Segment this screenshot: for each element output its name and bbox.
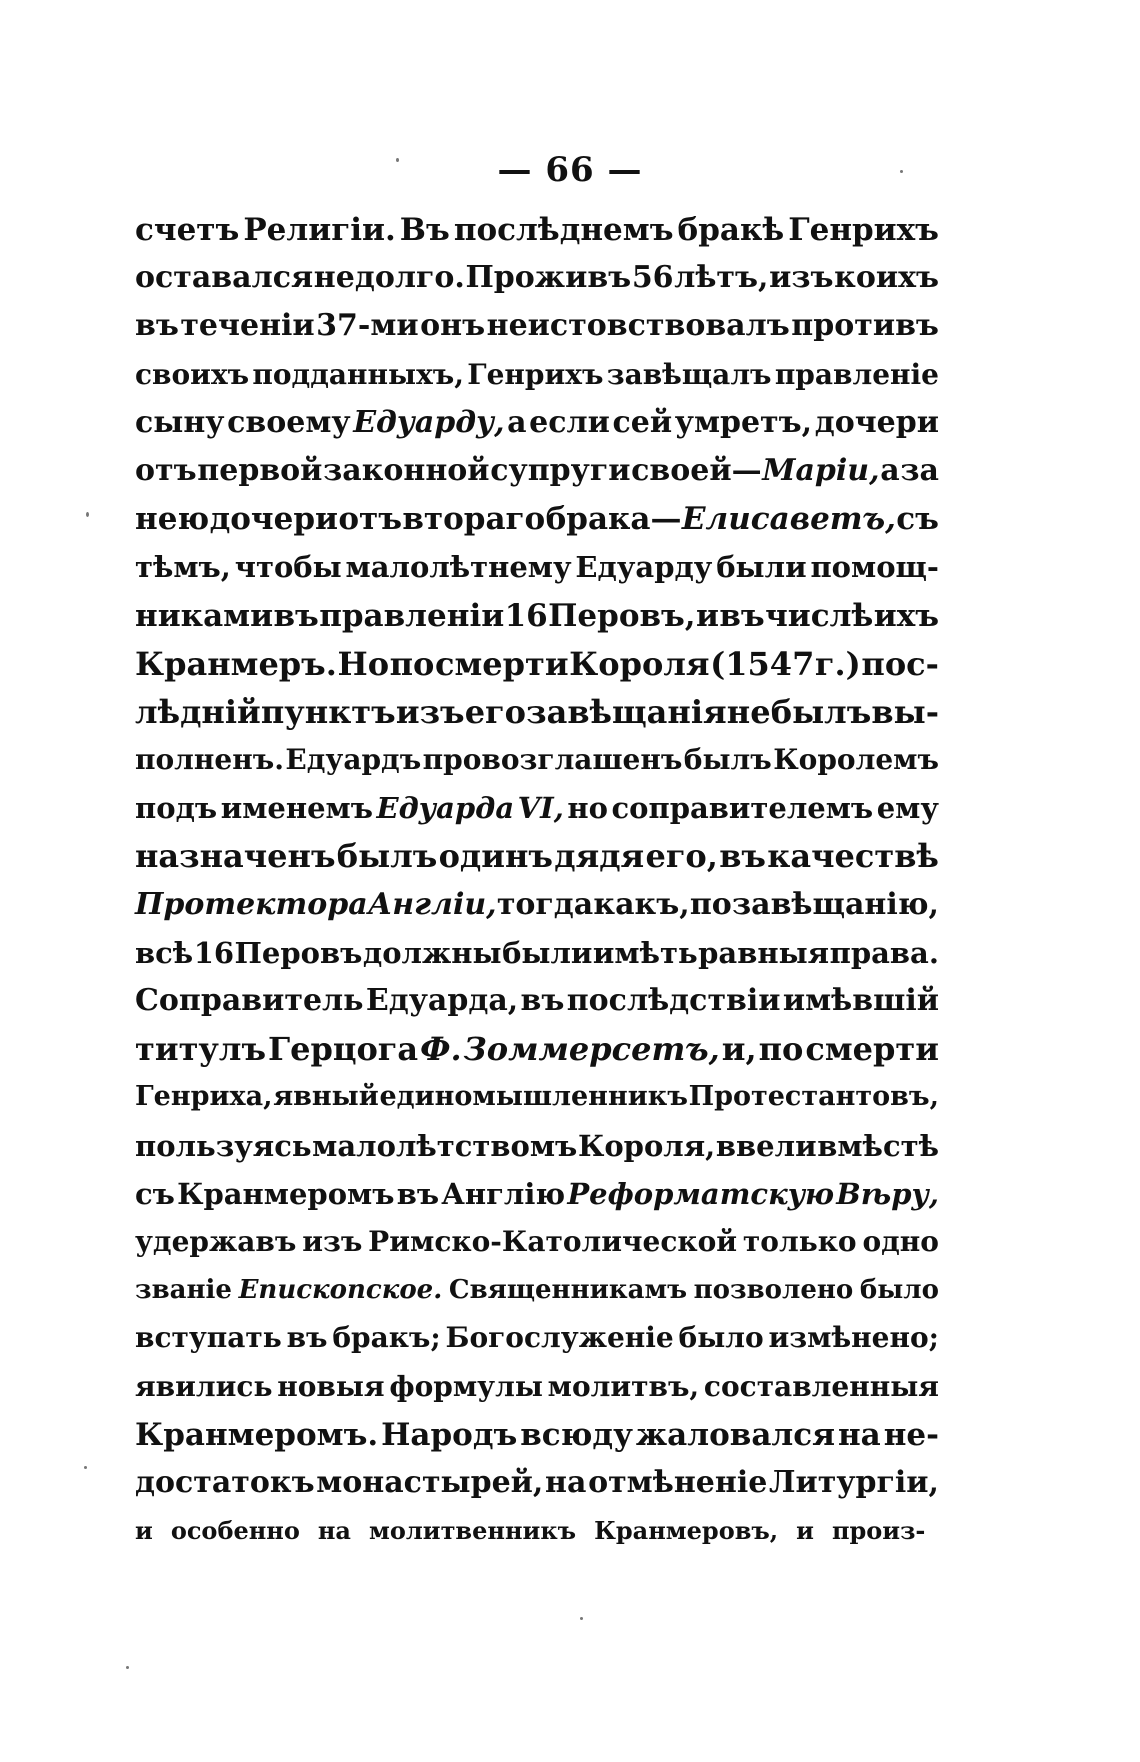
text-line bbox=[135, 543, 939, 591]
italic-word: Едуарду, bbox=[353, 404, 505, 440]
word: Англію bbox=[441, 1176, 566, 1211]
word: Генрихъ bbox=[467, 357, 604, 391]
word: провозглашенъ bbox=[422, 743, 683, 777]
word: въ bbox=[520, 983, 565, 1018]
word: съ bbox=[896, 501, 939, 538]
italic-word: VI, bbox=[517, 791, 564, 826]
word: малолѣтнему bbox=[345, 550, 572, 585]
text-line bbox=[135, 736, 939, 784]
word: Короля bbox=[569, 644, 710, 683]
word: титулъ bbox=[135, 1030, 266, 1069]
word: всюду bbox=[520, 1416, 633, 1453]
text-line bbox=[135, 1314, 939, 1362]
word: качествѣ bbox=[767, 837, 939, 876]
text-line bbox=[135, 977, 939, 1025]
word: Народъ bbox=[381, 1416, 518, 1453]
word: лѣтъ, bbox=[674, 260, 769, 296]
word: ихъ bbox=[873, 597, 939, 634]
word: Священникамъ bbox=[448, 1275, 688, 1306]
word: и bbox=[135, 1516, 153, 1546]
text-line bbox=[135, 302, 939, 350]
word: чтобы bbox=[234, 550, 342, 585]
word: отъ bbox=[338, 501, 403, 538]
italic-word: Вѣру, bbox=[836, 1176, 939, 1211]
word: дочери bbox=[814, 404, 939, 440]
italic-word: Англіи, bbox=[367, 886, 497, 922]
word: малолѣтствомъ bbox=[312, 1128, 578, 1163]
word: полненъ. bbox=[135, 743, 284, 777]
word: правленіе bbox=[774, 357, 939, 391]
word: помощ- bbox=[810, 550, 939, 585]
word: измѣнено; bbox=[768, 1321, 939, 1355]
word: изъ bbox=[302, 1224, 363, 1258]
word: вступать bbox=[135, 1321, 282, 1355]
word: одинъ bbox=[438, 837, 553, 876]
page-number: — 66 — bbox=[497, 150, 643, 190]
word: въ bbox=[396, 1176, 440, 1211]
text-line bbox=[135, 929, 939, 977]
word: Кранмеромъ. bbox=[135, 1416, 379, 1453]
word: никами bbox=[135, 597, 274, 634]
word: дочери bbox=[209, 501, 338, 538]
word: было bbox=[859, 1275, 939, 1306]
text-line bbox=[135, 640, 939, 688]
word: Религіи. bbox=[243, 212, 396, 248]
word: позволено bbox=[693, 1275, 854, 1306]
word: лѣдній bbox=[135, 692, 261, 731]
word: ему bbox=[876, 791, 939, 826]
word: своихъ bbox=[135, 357, 250, 391]
italic-word: Реформатскую bbox=[567, 1176, 835, 1211]
word: послѣднемъ bbox=[453, 212, 674, 248]
word: Королемъ bbox=[773, 743, 939, 777]
word: Въ bbox=[399, 212, 450, 248]
word: отъ bbox=[135, 452, 197, 488]
word: должны bbox=[362, 935, 502, 970]
word: Кранмеровъ, bbox=[594, 1516, 779, 1546]
word: званіе bbox=[135, 1275, 232, 1306]
word: Генриха, bbox=[135, 1081, 273, 1113]
word: въ bbox=[719, 837, 766, 876]
word: г.) bbox=[814, 644, 861, 683]
word: и, bbox=[721, 1030, 757, 1069]
print-speck bbox=[126, 1666, 129, 1669]
word: завѣщанію, bbox=[732, 886, 939, 922]
word: изъ bbox=[395, 692, 465, 731]
word: единомышленникъ bbox=[379, 1081, 688, 1113]
word: и bbox=[796, 1516, 814, 1546]
word: явный bbox=[273, 1081, 379, 1113]
text-line bbox=[135, 351, 939, 399]
word: дядя bbox=[554, 837, 645, 876]
word: Едуарду bbox=[575, 550, 713, 585]
word: втораго bbox=[402, 501, 546, 538]
word: достатокъ bbox=[135, 1464, 315, 1500]
word: Едуардъ bbox=[285, 743, 422, 777]
word: равныя bbox=[698, 935, 830, 970]
word: права. bbox=[829, 935, 939, 970]
word: Богослуженіе bbox=[445, 1321, 674, 1355]
word: Короля, bbox=[577, 1128, 716, 1163]
word: первой bbox=[197, 452, 323, 488]
text-line bbox=[135, 592, 939, 640]
word: новыя bbox=[277, 1369, 385, 1403]
word: Герцога bbox=[267, 1030, 419, 1069]
word: неистовствовалъ bbox=[486, 308, 790, 344]
word: Протестантовъ, bbox=[688, 1081, 939, 1113]
italic-word: Ф. bbox=[420, 1030, 462, 1069]
word: соправителемъ bbox=[611, 791, 874, 826]
word: Но bbox=[337, 644, 390, 683]
word: завѣщалъ bbox=[606, 357, 772, 391]
italic-word: Зоммерсетъ, bbox=[463, 1030, 720, 1069]
word: Литургіи, bbox=[768, 1464, 939, 1500]
word: Кранмеръ. bbox=[135, 644, 337, 683]
word: его bbox=[464, 692, 526, 731]
word: тѣмъ, bbox=[135, 550, 231, 585]
word: вы- bbox=[871, 692, 939, 731]
word: 56 bbox=[631, 260, 674, 296]
word: послѣдствіи bbox=[566, 983, 781, 1018]
text-line bbox=[135, 1363, 939, 1411]
word: имѣть bbox=[592, 935, 698, 970]
print-speck bbox=[580, 1617, 583, 1620]
word: именемъ bbox=[220, 791, 373, 826]
word: молитвъ, bbox=[547, 1369, 700, 1403]
word: назначенъ bbox=[135, 837, 336, 876]
word: бракъ; bbox=[332, 1321, 441, 1355]
word: Генрихъ bbox=[788, 212, 939, 248]
word: своей— bbox=[631, 452, 762, 488]
word: но bbox=[567, 791, 608, 826]
word: Римско-Католической bbox=[368, 1224, 738, 1258]
word: въ bbox=[135, 308, 179, 344]
word: противъ bbox=[791, 308, 939, 344]
text-line bbox=[135, 1411, 939, 1459]
word: коихъ bbox=[834, 260, 939, 296]
word: подъ bbox=[135, 791, 218, 826]
word: Соправитель bbox=[135, 983, 364, 1018]
word: одно bbox=[862, 1224, 939, 1258]
word: были bbox=[502, 935, 593, 970]
word: въ bbox=[286, 1321, 328, 1355]
text-line bbox=[135, 206, 939, 254]
word: молитвенникъ bbox=[368, 1516, 577, 1546]
word: особенно bbox=[170, 1516, 300, 1546]
print-speck bbox=[86, 512, 89, 517]
word: а bbox=[507, 404, 527, 440]
word: онъ bbox=[420, 308, 486, 344]
word: не- bbox=[883, 1416, 939, 1453]
word: только bbox=[742, 1224, 857, 1258]
word: былъ bbox=[770, 692, 872, 731]
word: бракѣ bbox=[677, 212, 785, 248]
word: изъ bbox=[769, 260, 834, 296]
word: пользуясь bbox=[135, 1128, 312, 1163]
word: явились bbox=[135, 1369, 273, 1403]
italic-word: Епископское. bbox=[238, 1275, 443, 1306]
word: тогда bbox=[496, 886, 594, 922]
word: отмѣненіе bbox=[588, 1464, 768, 1500]
word: какъ, bbox=[593, 886, 690, 922]
word: сей bbox=[612, 404, 673, 440]
print-speck bbox=[396, 158, 399, 162]
word: супруги bbox=[490, 452, 631, 488]
text-line bbox=[135, 1218, 939, 1266]
word: вмѣстѣ bbox=[817, 1128, 939, 1163]
word: въ bbox=[719, 597, 765, 634]
italic-word: Протектора bbox=[135, 886, 368, 922]
body-text bbox=[135, 206, 939, 1555]
text-line bbox=[135, 688, 939, 736]
italic-word: Едуарда bbox=[376, 791, 515, 826]
word: брака— bbox=[545, 501, 682, 538]
word: ввели bbox=[715, 1128, 817, 1163]
word: по bbox=[689, 886, 732, 922]
word: смерти bbox=[805, 1030, 939, 1069]
word: и bbox=[696, 597, 719, 634]
word: на bbox=[545, 1464, 587, 1500]
word: имѣвшій bbox=[782, 983, 939, 1018]
word: удержавъ bbox=[135, 1224, 297, 1258]
word: 16 bbox=[504, 597, 548, 634]
word: жаловался bbox=[635, 1416, 836, 1453]
word: формулы bbox=[389, 1369, 543, 1403]
italic-word: Елисаветъ, bbox=[681, 501, 896, 538]
text-line bbox=[135, 1507, 939, 1555]
word: своему bbox=[227, 404, 351, 440]
word: въ bbox=[273, 597, 319, 634]
print-speck bbox=[900, 170, 903, 173]
word: за bbox=[900, 452, 939, 488]
word: правленіи bbox=[319, 597, 505, 634]
word: недолго. bbox=[313, 260, 465, 296]
word: было bbox=[678, 1321, 764, 1355]
word: оставался bbox=[135, 260, 314, 296]
word: а bbox=[880, 452, 900, 488]
word: монастырей, bbox=[316, 1464, 544, 1500]
text-line bbox=[135, 254, 939, 302]
text-line bbox=[135, 881, 939, 929]
word: 16 bbox=[193, 935, 235, 970]
word: всѣ bbox=[135, 935, 194, 970]
word: Перовъ bbox=[234, 935, 363, 970]
word: подданныхъ, bbox=[252, 357, 465, 391]
word: составленныя bbox=[703, 1369, 939, 1403]
word: 37-ми bbox=[316, 308, 419, 344]
word: произ- bbox=[831, 1516, 926, 1546]
word: на bbox=[317, 1516, 351, 1546]
text-line bbox=[135, 495, 939, 543]
word: Проживъ bbox=[465, 260, 632, 296]
word: сыну bbox=[135, 404, 225, 440]
text-line bbox=[135, 784, 939, 832]
word: законной bbox=[323, 452, 490, 488]
word: смерти bbox=[434, 644, 569, 683]
text-line bbox=[135, 832, 939, 880]
word: Кранмеромъ bbox=[177, 1176, 395, 1211]
word: съ bbox=[135, 1176, 175, 1211]
text-line bbox=[135, 1025, 939, 1073]
word: счетъ bbox=[135, 212, 240, 248]
word: теченіи bbox=[180, 308, 315, 344]
word: по bbox=[389, 644, 435, 683]
word: не bbox=[726, 692, 771, 731]
word: на bbox=[837, 1416, 881, 1453]
word: Перовъ, bbox=[548, 597, 696, 634]
word: Едуарда, bbox=[365, 983, 519, 1018]
word: числѣ bbox=[765, 597, 874, 634]
word: были bbox=[716, 550, 807, 585]
text-line bbox=[135, 1122, 939, 1170]
text-line bbox=[135, 399, 939, 447]
word: былъ bbox=[683, 743, 772, 777]
text-line bbox=[135, 1073, 939, 1121]
word: былъ bbox=[336, 837, 438, 876]
word: завѣщанія bbox=[526, 692, 727, 731]
italic-word: Маріи, bbox=[762, 452, 880, 488]
text-line bbox=[135, 1459, 939, 1507]
word: его, bbox=[645, 837, 718, 876]
text-line bbox=[135, 447, 939, 495]
text-line bbox=[135, 1170, 939, 1218]
word: умретъ, bbox=[674, 404, 813, 440]
text-line bbox=[135, 1266, 939, 1314]
word: (1547 bbox=[710, 644, 815, 683]
word: по bbox=[758, 1030, 804, 1069]
word: пунктъ bbox=[260, 692, 396, 731]
word: нею bbox=[135, 501, 210, 538]
word: если bbox=[529, 404, 610, 440]
word: пос- bbox=[861, 644, 939, 683]
print-speck bbox=[84, 1466, 87, 1469]
